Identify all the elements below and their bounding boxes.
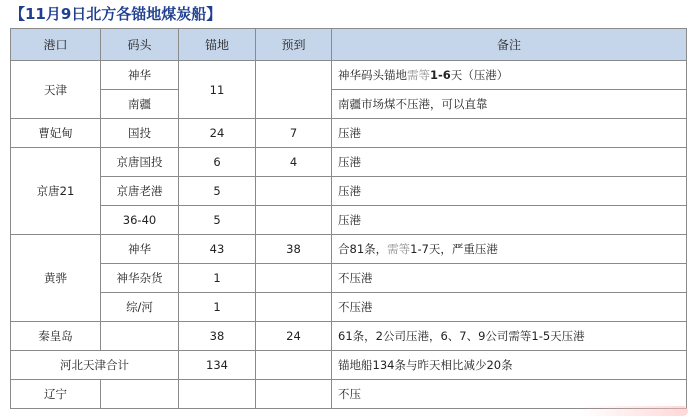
table-row xyxy=(11,206,687,235)
dock-cell: 神华 xyxy=(101,235,179,264)
port-cell: 曹妃甸 xyxy=(11,119,101,148)
port-cell: 辽宁 xyxy=(11,380,101,409)
dock-cell: 南疆 xyxy=(101,90,179,119)
anchorage-cell xyxy=(179,380,256,409)
expected-cell xyxy=(256,177,332,206)
expected-cell: 7 xyxy=(256,119,332,148)
dock-cell: 36-40 xyxy=(101,206,179,235)
anchorage-cell: 1 xyxy=(179,293,256,322)
anchorage-cell: 38 xyxy=(179,322,256,351)
port-cell: 秦皇岛 xyxy=(11,322,101,351)
header-anchorage: 锚地 xyxy=(179,29,256,61)
port-cell: 天津 xyxy=(11,61,101,119)
expected-cell: 38 xyxy=(256,235,332,264)
anchorage-cell: 6 xyxy=(179,148,256,177)
header-dock: 码头 xyxy=(101,29,179,61)
table-row xyxy=(11,148,687,177)
note-cell: 压港 xyxy=(332,177,687,206)
note-cell: 不压港 xyxy=(332,264,687,293)
dock-cell: 神华 xyxy=(101,61,179,90)
dock-cell: 国投 xyxy=(101,119,179,148)
expected-cell: 4 xyxy=(256,148,332,177)
port-cell: 京唐21 xyxy=(11,148,101,235)
note-cell: 南疆市场煤不压港，可以直靠 xyxy=(332,90,687,119)
dock-cell: 京唐老港 xyxy=(101,177,179,206)
note-text: 1-7天，严重压港 xyxy=(410,242,498,256)
header-port: 港口 xyxy=(11,29,101,61)
note-highlight: 需等 xyxy=(387,242,411,256)
page-title: 【11月9日北方各锚地煤炭船】 xyxy=(10,5,222,23)
anchorage-cell: 5 xyxy=(179,177,256,206)
note-cell: 锚地船134条与昨天相比减少20条 xyxy=(332,351,687,380)
table-row xyxy=(11,351,687,380)
note-cell xyxy=(332,61,687,90)
table-header-row xyxy=(11,29,687,61)
expected-cell xyxy=(256,351,332,380)
note-cell: 61条，2公司压港，6、7、9公司需等1-5天压港 xyxy=(332,322,687,351)
note-cell xyxy=(332,235,687,264)
header-expected: 预到 xyxy=(256,29,332,61)
watermark xyxy=(578,406,688,416)
dock-cell: 综/河 xyxy=(101,293,179,322)
anchorage-cell: 1 xyxy=(179,264,256,293)
dock-cell: 京唐国投 xyxy=(101,148,179,177)
table-row xyxy=(11,90,687,119)
note-days: 1-6 xyxy=(430,68,451,82)
note-cell: 压港 xyxy=(332,119,687,148)
expected-cell: 24 xyxy=(256,322,332,351)
table-row xyxy=(11,119,687,148)
port-cell: 黄骅 xyxy=(11,235,101,322)
note-cell: 不压港 xyxy=(332,293,687,322)
table-row xyxy=(11,322,687,351)
dock-cell xyxy=(101,322,179,351)
anchorage-table xyxy=(10,28,687,409)
table-row xyxy=(11,293,687,322)
table-row xyxy=(11,177,687,206)
expected-cell xyxy=(256,206,332,235)
anchorage-cell: 24 xyxy=(179,119,256,148)
table-row xyxy=(11,61,687,90)
anchorage-cell: 11 xyxy=(179,61,256,119)
note-text: 神华码头锚地 xyxy=(338,68,407,82)
note-cell: 压港 xyxy=(332,206,687,235)
expected-cell xyxy=(256,293,332,322)
table-row xyxy=(11,264,687,293)
note-text: 天（压港） xyxy=(450,68,509,82)
anchorage-cell: 43 xyxy=(179,235,256,264)
dock-cell: 神华杂货 xyxy=(101,264,179,293)
total-label-cell: 河北天津合计 xyxy=(11,351,179,380)
anchorage-cell: 5 xyxy=(179,206,256,235)
note-text: 合81条， xyxy=(338,242,388,256)
table-row xyxy=(11,235,687,264)
note-cell: 压港 xyxy=(332,148,687,177)
anchorage-cell: 134 xyxy=(179,351,256,380)
note-highlight: 需等 xyxy=(407,68,430,82)
expected-cell xyxy=(256,264,332,293)
expected-cell xyxy=(256,380,332,409)
expected-cell xyxy=(256,61,332,119)
dock-cell xyxy=(101,380,179,409)
header-note: 备注 xyxy=(332,29,687,61)
note-cell: 不压 xyxy=(332,380,687,409)
table-row xyxy=(11,380,687,409)
